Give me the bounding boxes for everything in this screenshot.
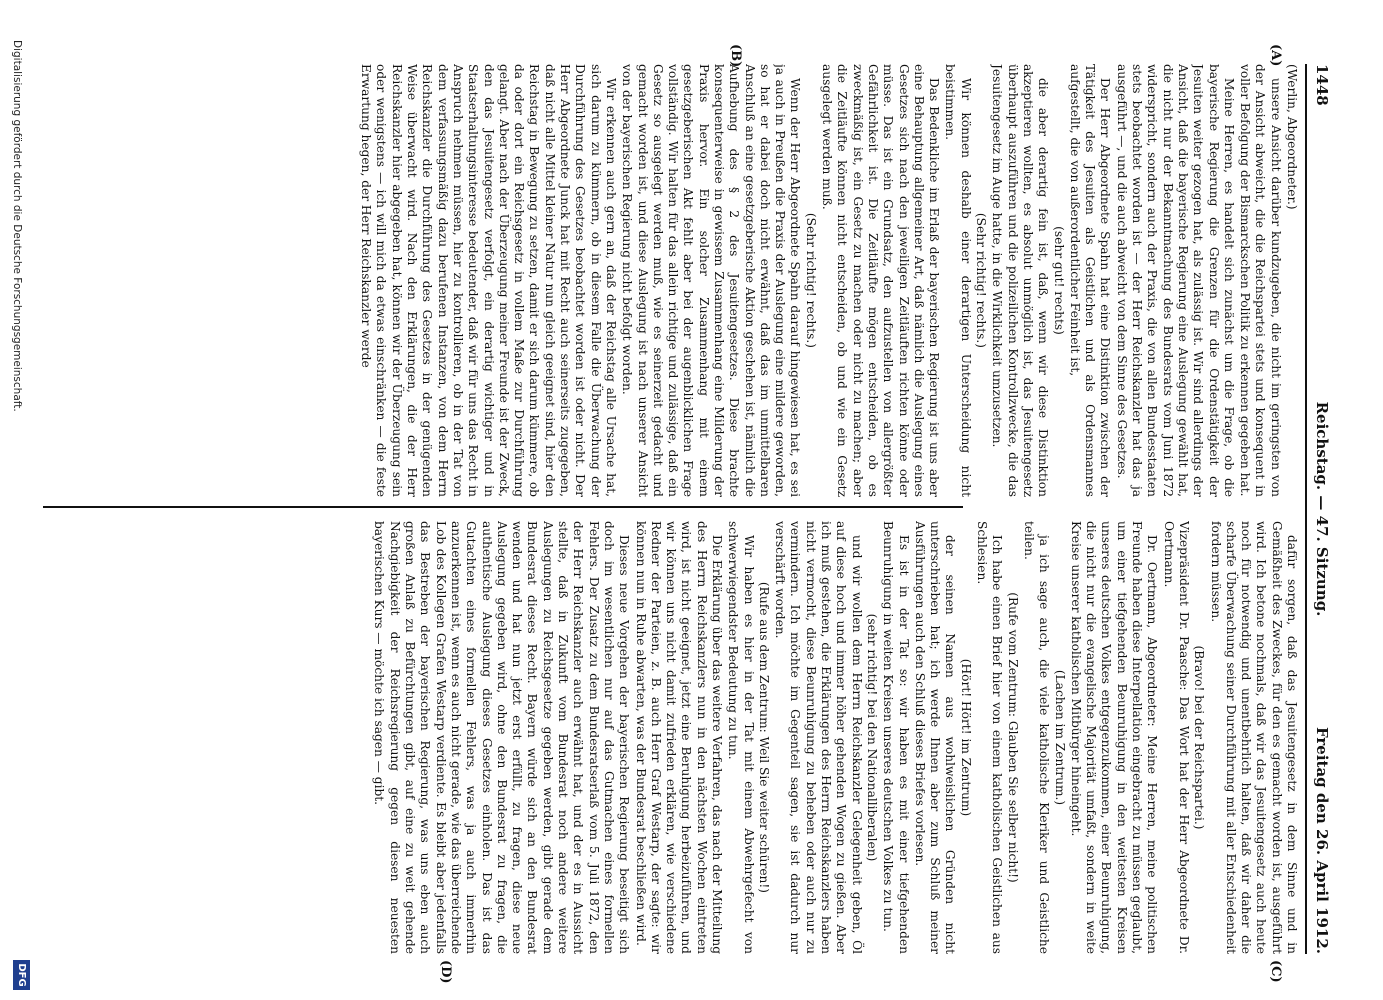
paragraph: dafür sorgen, daß das Jesuitengesetz in dem Sinne und in Gemäßheit des Zweckes, für den es gemacht worden ist, ausgeführt wird. Ich betone nochmals, daß wir das Jesuitengesetz auch heute noch für notwendig und unentbehrlich halten, daß wir daher die scharfe Überwachung seiner Durchführung mit aller Entschiedenheit fordern müssen. — [1208, 521, 1299, 954]
interjection: (Rufe vom Zentrum: Glauben Sie selber nicht!) — [1005, 592, 1020, 883]
paragraph: Dieses neue Vorgehen der bayerischen Regierung beseitigt sich doch im wesentlichen nur auf das Gutmachen eines formellen Fehlers. Der Zusatz zu dem Bundesratserlaß vom 5. Juli 1872, den der Herr Reichskanzler auch erwähnt hat, und der es in Aussicht stellte, daß in Zukunft vom Bundesrat noch andere weitere Auslegungen zu Reichsgesetze gegeben werden, gibt gerade dem Bundesrat dieses Recht. Bayern würde sich an den Bundesrat wenden und hat nun jetzt erst erfüllt, zu fragen, diese neue Auslegung gegeben wird, ohne den Bundesrat zu fragen, die authentische Auslegung dieses Gesetzes einholen. Das ist das Gutachten eines formellen Fehlers, was ja auch immerhin anzuerkennen ist, wenn es auch nicht gerade, wie das überreichende Lob des Kollegen Grafen Westarp verdiente. Es bleibt aber jedenfalls das Bestreben der bayerischen Regierung, was uns eben auch großen Anlaß zu Befürchtungen gibt, auf eine zu weit gehende Nachgiebigkeit der Reichsregierung gegen diesen neuesten bayerischen Kurs — möchte ich sagen — gibt. — [372, 521, 632, 954]
margin-mark-c: (C) — [1268, 960, 1283, 983]
speaker-line: (Werlin, Abgeordneter.) — [1285, 64, 1299, 210]
margin-mark-a: (A) — [1268, 44, 1283, 67]
paragraph: Dr. Oertmann, Abgeordneter: Meine Herren, meine politischen Freunde haben diese Interpellation eingebracht zu müssen geglaubt, um einer tiefgehenden Beunruhigung in den weitesten Kreisen unseres deutschen Volkes entgegenzukommen, einer Beunruhigung, die nicht nur die evangelische Majorität umfaßt, sondern in weite Kreise unserer katholischen Mitbürger hineingeht. — [1068, 521, 1160, 954]
page-number: 1448 — [1313, 64, 1331, 106]
interjection: (Rufe aus dem Zentrum: Weil Sie weiter schüren!) — [756, 581, 771, 894]
interjection: (Bravo! bei der Reichspartei.) — [1192, 645, 1207, 830]
interjection: (Sehr richtig! rechts.) — [974, 212, 989, 349]
paragraph: Es ist in der Tat so: wir haben es mit einer tiefgehenden Beunruhigung in weiten Kreisen unseres deutschen Volkes zu tun. — [881, 521, 911, 954]
column-divider — [43, 506, 963, 508]
speaker-line: Vizepräsident Dr. Paasche: Das Wort hat der Herr Abgeordnete Dr. Oertmann. — [1161, 521, 1191, 954]
paragraph: der seinen Namen aus wohlweislichen Gründen nicht unterschrieben hat; ich werde Ihnen aber zum Schluß meiner Ausführungen auch den Schluß dieses Briefes vorlesen. — [912, 521, 958, 954]
header-date: Freitag den 26. April 1912. — [1313, 727, 1331, 954]
interjection: (Lachen im Zentrum.) — [1052, 669, 1067, 806]
margin-mark-b: (B) — [728, 44, 743, 68]
dfg-logo: DFG — [13, 960, 30, 990]
interjection: (Hört! Hört! im Zentrum) — [958, 658, 973, 817]
paragraph: und wir wollen dem Herrn Reichskanzler Gelegenheit geben, Öl auf diese hoch und immer höher gehenden Wogen zu gießen. Aber ich muß gestehen, die Erklärungen des Herrn Reichskanzlers haben nicht vermocht, diese Beunruhigung zu beheben oder auch nur zu vermindern. Ich möchte im Gegenteil sagen, sie ist dadurch nur verschärft worden. — [773, 521, 864, 954]
interjection: (sehr richtig! bei den Nationalliberalen) — [864, 613, 879, 862]
page-header — [1305, 64, 1333, 954]
paragraph: Das Bedenkliche im Erlaß der bayerischen Regierung ist uns aber eine Behauptung allgemeiner Art, daß nämlich die Auslegung eines Gesetzes sich nach den jeweiligen Zeitläuften richten könne oder müsse. Das ist ein Grundsatz, den aufzustellen von allergrößter Gefährlichkeit ist. Die Zeitläufte mögen entscheiden, ob es zweckmäßig ist, ein Gesetz zu machen oder nicht zu machen; aber die Zeitläufte können nicht entscheiden, ob und wie ein Gesetz ausgelegt werden muß. — [820, 64, 942, 497]
interjection: (sehr gut! rechts) — [1051, 226, 1066, 335]
paragraph: die aber derartig fein ist, daß, wenn wir diese Distinktion akzeptieren wollten, es absolut unmöglich ist, das Jesuitengesetz überhaupt auszuführen und die polizeilichen Kontrollzwecke, die das Jesuitengesetz im Auge hatte, in die Wirklichkeit umzusetzen. — [990, 64, 1051, 497]
paragraph: Wir erkennen auch gern an, daß der Reichstag alle Ursache hat, sich darum zu kümmern, ob in diesem Falle die Überwachung der Durchführung des Gesetzes beobachtet worden ist oder nicht. Der Herr Abgeordnete Junck hat mit Recht auch seinerseits zugegeben, daß nicht alle Mittel kleiner Natur nun gleich geeignet sind, hier den Reichstag in Bewegung zu setzen, damit er sich darum kümmere, ob da oder dort ein Reichsgesetz in vollem Maße zur Durchführung gelangt. Aber nach der Überzeugung meiner Freunde ist der Zweck, den das Jesuitengesetz verfolgt, ein derartig wichtiger und in Staatserhaltungsinteresse bedeutender, daß wir für uns das Recht in Anspruch nehmen müssen, hier zu kontrollieren, ob in der Tat von dem verfassungsmäßig dazu berufenen Instanzen, von dem Herrn Reichskanzler die Durchführung des Gesetzes in der genügenden Weise überwacht wird. Nach den Erklärungen, die der Herr Reichskanzler hier abgegeben hat, können wir der Überzeugung sein oder wenigstens — ich will mich da etwas einschränken — die feste Erwartung hegen, der Herr Reichskanzler werde — [359, 64, 618, 497]
header-title: Reichstag. — 47. Sitzung. — [1313, 401, 1331, 617]
margin-mark-d: (D) — [438, 960, 453, 984]
paragraph: Wir haben es hier in der Tat mit einem Abwehrgefecht von schwerwiegendster Bedeutung zu tun. — [726, 521, 756, 954]
left-text-column — [49, 64, 1299, 497]
digitization-footer: Digitalisierung gefördert durch die Deutsche Forschungsgemeinschaft. — [11, 40, 23, 412]
paragraph: Der Herr Abgeordnete Spahn hat eine Distinktion zwischen der Tätigkeit des Jesuiten als Geistlichen und als Ordensmannes aufgestellt, die von außerordentlicher Feinheit ist, — [1067, 64, 1113, 497]
paragraph: Ich habe einen Brief hier von einem katholischen Geistlichen aus Schlesien. — [975, 521, 1005, 954]
paragraph: Wir können deshalb einer derartigen Unterscheidung nicht beistimmen. — [943, 64, 973, 497]
right-text-column — [49, 521, 1299, 954]
paragraph: Meine Herren, es handelt sich zunächst um die Frage, ob die bayerische Regierung die Grenzen für die Ordenstätigkeit der Jesuiten weiter gezogen hat, als zulässig ist. Wir sind allerdings der Ansicht, daß die bayerische Regierung eine Auslegung gewählt hat, die nicht nur der Bekanntmachung des Bundesrats vom Juni 1872 widerspricht, sondern auch der Praxis, die von allen Bundesstaaten stets beobachtet worden ist — der Herr Reichskanzler hat das ja ausgeführt —, und die auch abweicht von dem Sinne des Gesetzes. — [1114, 64, 1236, 497]
paragraph: ja ich sage auch, die viele katholische Kleriker und Geistliche teilen. — [1021, 521, 1052, 954]
paragraph: Wenn der Herr Abgeordnete Spahn darauf hingewiesen hat, es sei ja auch in Preußen die Praxis der Auslegung eine mildere geworden, so hat er dabei doch nicht erwähnt, daß das im unmittelbaren Anschluß an eine gesetzgeberische Aktion geschehen ist, nämlich die Aufhebung des § 2 des Jesuitengesetzes. Diese brachte konsequenterweise in gewissem Zusammenhang eine Milderung der Praxis hervor. Ein solcher Zusammenhang mit einem gesetzgeberischen Akt fehlt aber bei der augenblicklichen Frage vollständig. Wir halten für das allein richtige und zulässige, daß ein Gesetz so ausgelegt werden muß, wie es seinerzeit gedacht und gemacht worden ist, und diese Auslegung ist nach unserer Ansicht von der bayerischen Regierung nicht befolgt worden. — [620, 64, 803, 497]
paragraph: Die Erklärung über das weitere Verfahren, das nach der Mitteilung des Herrn Reichskanzlers nun in den nächsten Wochen eintreten wird, ist nicht geeignet, jetzt eine Beruhigung herbeizuführen, und wir können uns nicht damit zufrieden erklären, wie verschiedene Redner der Parteien, z. B. auch Herr Graf Westarp, der sagte: wir können nun in Ruhe abwarten, was der Bundesrat beschließen wird. — [633, 521, 725, 954]
paragraph: unsere Ansicht darüber kundzugeben, die nicht im geringsten von der Ansicht abweicht, die die Reichspartei stets und konsequent in voller Befolgung der Bismarckschen Politik zu erkennen gegeben hat. — [1238, 64, 1283, 497]
interjection: (Sehr richtig! rechts.) — [803, 212, 818, 349]
